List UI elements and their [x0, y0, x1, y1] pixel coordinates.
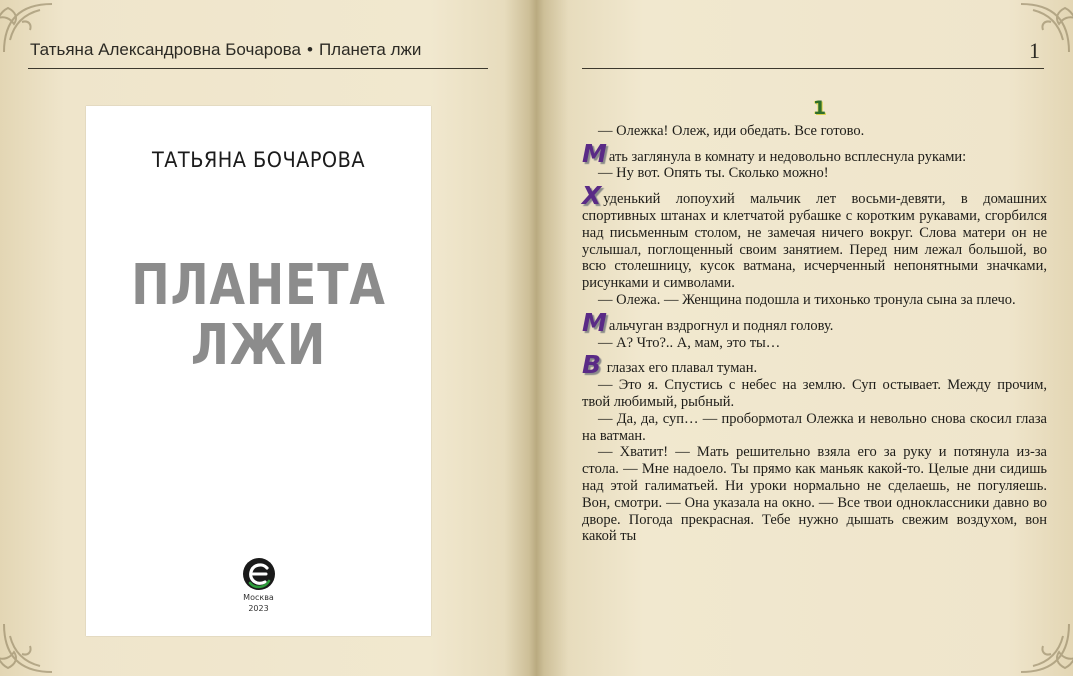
chapter-text	[582, 123, 1047, 545]
dropcap-letter: М	[582, 138, 607, 168]
cover-title-line-1: ПЛАНЕТА	[131, 253, 386, 318]
header-author: Татьяна Александровна Бочарова	[30, 40, 301, 59]
paragraph	[582, 165, 1047, 182]
cover-title-line-2: ЛЖИ	[190, 313, 327, 378]
paragraph-text: ать заглянула в комнату и недовольно всплеснула руками:	[608, 148, 967, 165]
paragraph	[582, 335, 1047, 352]
dropcap-letter: М	[582, 307, 607, 337]
chapter-number: 1	[812, 97, 827, 119]
paragraph-text: — Олежа. — Женщина подошла и тихонько тронула сына за плечо.	[598, 291, 1016, 308]
cover-year: 2023	[248, 604, 269, 613]
cover-author: ТАТЬЯНА БОЧАРОВА	[151, 148, 365, 172]
cover-title	[117, 253, 400, 378]
paragraph-text: — Да, да, суп… — пробормотал Олежка и невольно снова скосил глаза на ватман.	[582, 410, 1047, 444]
paragraph	[582, 292, 1047, 309]
paragraph-text: уденький лопоухий мальчик лет восьми-девяти, в домашних спортивных штанах и клетчатой рубашке с коротким рукавами, сгорбился над письменным столом, не замечая ничего вокруг. Слова матери он не услышал, поглощенный своим занятием. Перед ним лежал большой, во всю столешницу, кусок ватмана, исчерченный непонятными значками, рисунками и символами.	[582, 191, 1047, 292]
paragraph	[582, 411, 1047, 445]
dropcap-letter: В	[582, 350, 602, 380]
ornament-corner-bottom-left	[0, 620, 56, 676]
book-cover	[86, 106, 431, 636]
paragraph-text: — Это я. Спустись с небес на землю. Суп остывает. Между прочим, твой любимый, рыбный.	[582, 377, 1047, 410]
paragraph-text: — Ну вот. Опять ты. Сколько можно!	[598, 165, 829, 182]
header-book-title: Планета лжи	[318, 40, 422, 59]
paragraph	[582, 307, 1047, 337]
paragraph	[582, 123, 1047, 140]
paragraph	[582, 444, 1047, 545]
paragraph-text: глазах его плавал туман.	[603, 360, 758, 377]
publisher-logo-icon	[241, 556, 277, 592]
paragraph-text: — А? Что?.. А, мам, это ты…	[598, 334, 781, 351]
cover-city: Москва	[243, 593, 274, 602]
header-rule-right	[582, 68, 1044, 69]
paragraph-text: альчуган вздрогнул и поднял голову.	[608, 317, 834, 334]
paragraph	[582, 350, 1047, 380]
text-page	[582, 97, 1047, 545]
page-number: 1	[1029, 38, 1040, 63]
paragraph-text: — Олежка! Олеж, иди обедать. Все готово.	[598, 122, 865, 139]
paragraph	[582, 377, 1047, 411]
ornament-corner-bottom-right	[1017, 620, 1073, 676]
header-rule-left	[28, 68, 488, 69]
running-header	[30, 40, 421, 60]
header-separator: •	[306, 40, 313, 59]
dropcap-letter: Х	[582, 181, 602, 211]
paragraph	[582, 181, 1047, 292]
paragraph-text: — Хватит! — Мать решительно взяла его за руку и потянула из-за стола. — Мне надоело. Ты прямо как маньяк какой-то. Целые дни сидишь над этой галиматьей. Ни уроки нормально не сделаешь, не погуляешь. Вон, смотри. — Она указала на окно. — Все твои одноклассники давно во дворе. Погода прекрасная. Тебе нужно дышать свежим воздухом, вон какой ты	[582, 444, 1047, 545]
paragraph	[582, 138, 1047, 168]
